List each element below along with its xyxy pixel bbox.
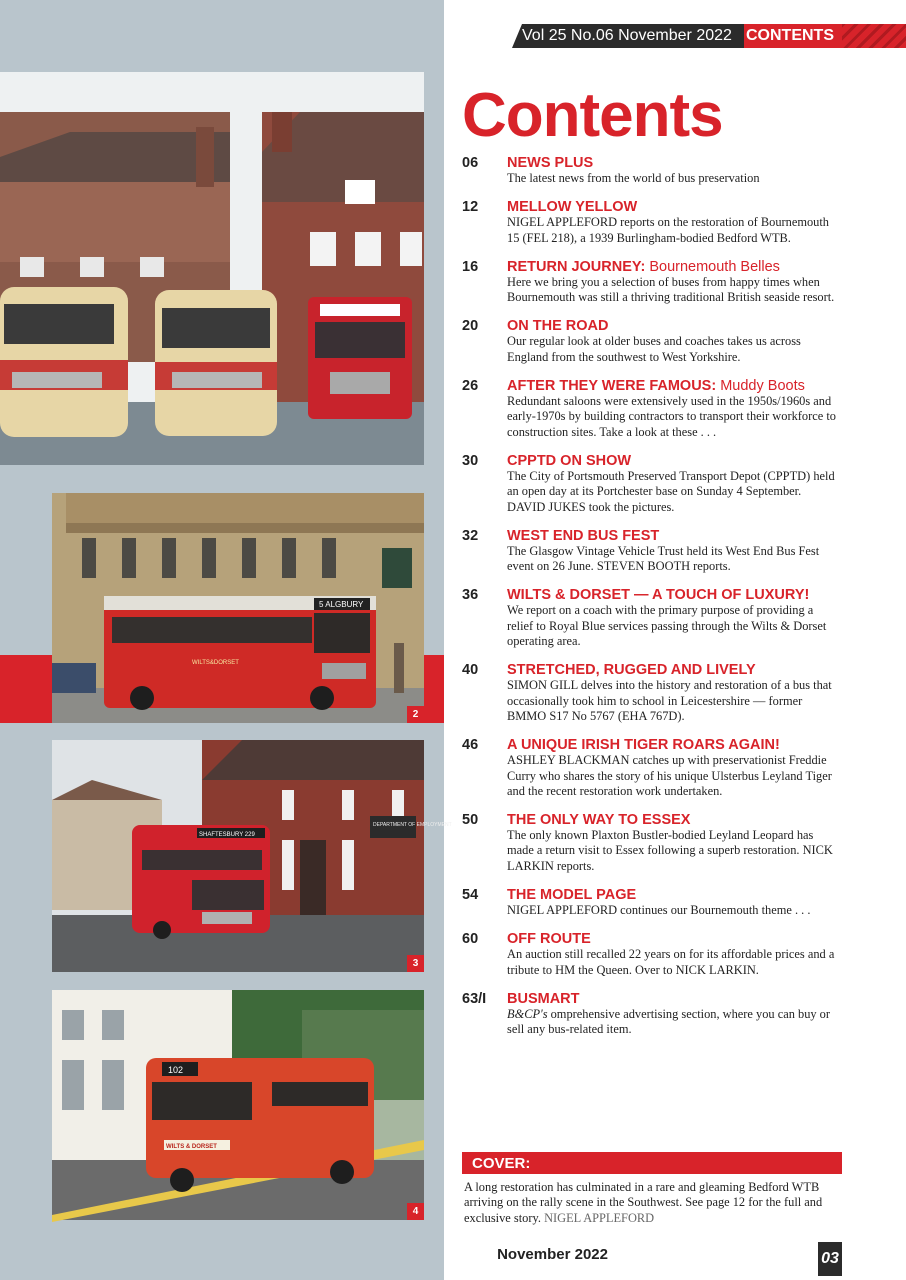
entry-title: ON THE ROAD — [507, 318, 609, 335]
entry-page-number: 20 — [462, 318, 479, 335]
footer-issue-date: November 2022 — [497, 1246, 608, 1263]
entry-description: An auction still recalled 22 years on for its affordable prices and a tribute to HM the Queen. Over to NICK LARKIN. — [507, 947, 835, 977]
contents-entry[interactable] — [462, 453, 842, 515]
entry-page-number: 36 — [462, 587, 479, 604]
entry-description: Redundant saloons were extensively used in the 1950s/1960s and early-1970s by building contractors to transport their workforce to construction sites. Take a look at these . . . — [507, 394, 836, 439]
entry-subtitle: Bournemouth Belles — [649, 258, 780, 275]
entry-title: NEWS PLUS — [507, 155, 594, 171]
entry-title: THE ONLY WAY TO ESSEX — [507, 812, 691, 829]
issue-header-bar — [512, 24, 906, 48]
cover-label: COVER: — [472, 1155, 531, 1172]
cover-heading-box — [462, 1152, 842, 1174]
contents-entry[interactable] — [462, 378, 842, 440]
entry-title: MELLOW YELLOW — [507, 199, 638, 216]
entry-title: RETURN JOURNEY: Bournemouth Belles — [507, 258, 780, 275]
photo-wilts-dorset-single-deck-image — [52, 990, 424, 1220]
building-sign: DEPARTMENT OF EMPLOYMENT — [373, 822, 452, 828]
entry-description: The latest news from the world of bus preservation — [507, 171, 760, 185]
bus-destination-blind: SHAFTESBURY 229 — [199, 832, 255, 838]
photo-number-badge: 2 — [407, 706, 424, 723]
photo-bournemouth-coaches — [0, 72, 424, 465]
cover-caption-text: A long restoration has culminated in a rare and gleaming Bedford WTB arriving on the rally scene in the Southwest. See page 12 for the full and exclusive story. — [464, 1180, 823, 1225]
contents-entry[interactable] — [462, 887, 842, 918]
photo-red-bus-brick-building — [52, 740, 452, 972]
section-label: CONTENTS — [746, 27, 834, 44]
entry-page-number: 40 — [462, 662, 479, 679]
entry-title: WEST END BUS FEST — [507, 527, 660, 544]
contents-entry[interactable] — [462, 737, 842, 799]
entry-description: Here we bring you a selection of buses from happy times when Bournemouth was still a thriving traditional British seaside resort. — [507, 274, 835, 305]
entry-title: WILTS & DORSET — A TOUCH OF LUXURY! — [507, 587, 810, 604]
bus-fleetname: WILTS&DORSET — [192, 660, 239, 666]
entry-title: BUSMART — [507, 990, 580, 1007]
entry-page-number: 46 — [462, 737, 479, 754]
entry-description: NIGEL APPLEFORD continues our Bournemouth theme . . . — [507, 903, 811, 918]
entry-page-number: 50 — [462, 812, 479, 829]
contents-entry[interactable] — [462, 587, 842, 649]
contents-entry[interactable] — [462, 991, 842, 1038]
photo-wilts-dorset-bus-town — [52, 493, 424, 723]
contents-entry[interactable] — [462, 199, 842, 246]
entry-description: NIGEL APPLEFORD reports on the restoration of Bournemouth 15 (FEL 218), a 1939 Burlingham-bodied Bedford WTB. — [507, 215, 830, 245]
photo-number-badge: 4 — [407, 1203, 424, 1220]
photo-bournemouth-coaches-image — [0, 72, 424, 465]
entry-description: SIMON GILL delves into the history and restoration of a bus that occasionally took him to school in Leicestershire — former BMMO S17 No 5767 (EHA 767D). — [507, 678, 832, 723]
entry-page-number: 54 — [462, 887, 479, 904]
entry-page-number: 12 — [462, 199, 479, 216]
bus-destination-blind: 5 ALGBURY — [319, 600, 364, 609]
photo-red-bus-brick-building-image — [52, 740, 452, 972]
entry-description: We report on a coach with the primary purpose of providing a relief to Royal Blue services passing through the Wilts & Dorset operating area. — [507, 603, 827, 649]
contents-entry[interactable] — [462, 259, 842, 306]
contents-list — [462, 155, 842, 1051]
entry-page-number: 16 — [462, 258, 479, 275]
entry-subtitle: Muddy Boots — [720, 378, 805, 395]
entry-title: AFTER THEY WERE FAMOUS: Muddy Boots — [507, 378, 805, 395]
photo-wilts-dorset-bus-town-image — [52, 493, 424, 723]
entry-title: OFF ROUTE — [507, 931, 591, 948]
bus-route-number: 102 — [168, 1065, 184, 1075]
page-number: 03 — [818, 1242, 842, 1276]
entry-title: THE MODEL PAGE — [507, 887, 637, 904]
contents-entry[interactable] — [462, 812, 842, 874]
entry-page-number: 60 — [462, 931, 479, 948]
contents-entry[interactable] — [462, 318, 842, 365]
photo-wilts-dorset-single-deck — [52, 990, 424, 1220]
entry-description: The Glasgow Vintage Vehicle Trust held its West End Bus Fest event on 26 June. STEVEN BOOTH reports. — [507, 543, 820, 574]
entry-description: Our regular look at older buses and coaches takes us across England from the southwest to West Yorkshire. — [507, 334, 801, 364]
entry-description: ASHLEY BLACKMAN catches up with preservationist Freddie Curry who shares the story of his unique Ulsterbus Leyland Tiger and the recent restoration work undertaken. — [507, 753, 832, 798]
entry-title: CPPTD ON SHOW — [507, 452, 632, 469]
entry-description: B&CP's omprehensive advertising section, where you can buy or sell any bus-related item. — [507, 1006, 831, 1037]
contents-entry[interactable] — [462, 662, 842, 724]
cover-caption — [464, 1180, 844, 1226]
page-title: Contents — [462, 81, 723, 150]
entry-page-number: 63/I — [462, 990, 487, 1007]
entry-page-number: 06 — [462, 155, 479, 171]
cover-photo-credit: NIGEL APPLEFORD — [544, 1210, 655, 1225]
entry-page-number: 32 — [462, 527, 479, 544]
entry-title: A UNIQUE IRISH TIGER ROARS AGAIN! — [507, 737, 780, 754]
entry-title: STRETCHED, RUGGED AND LIVELY — [507, 662, 756, 679]
entry-page-number: 30 — [462, 452, 479, 469]
entry-description: The City of Portsmouth Preserved Transport Depot (CPPTD) held an open day at its Portchester base on Sunday 4 September. DAVID JUKES took the pictures. — [507, 468, 835, 514]
contents-entry[interactable] — [462, 155, 842, 186]
entry-description: The only known Plaxton Bustler-bodied Leyland Leopard has made a return visit to Essex following a superb restoration. NICK LARKIN reports. — [507, 828, 833, 873]
issue-volume: Vol 25 No.06 November 2022 — [522, 27, 732, 44]
contents-entry[interactable] — [462, 528, 842, 575]
bus-fleetname: WILTS & DORSET — [166, 1144, 217, 1150]
contents-entry[interactable] — [462, 931, 842, 978]
photo-number-badge: 3 — [407, 955, 424, 972]
entry-page-number: 26 — [462, 378, 479, 395]
